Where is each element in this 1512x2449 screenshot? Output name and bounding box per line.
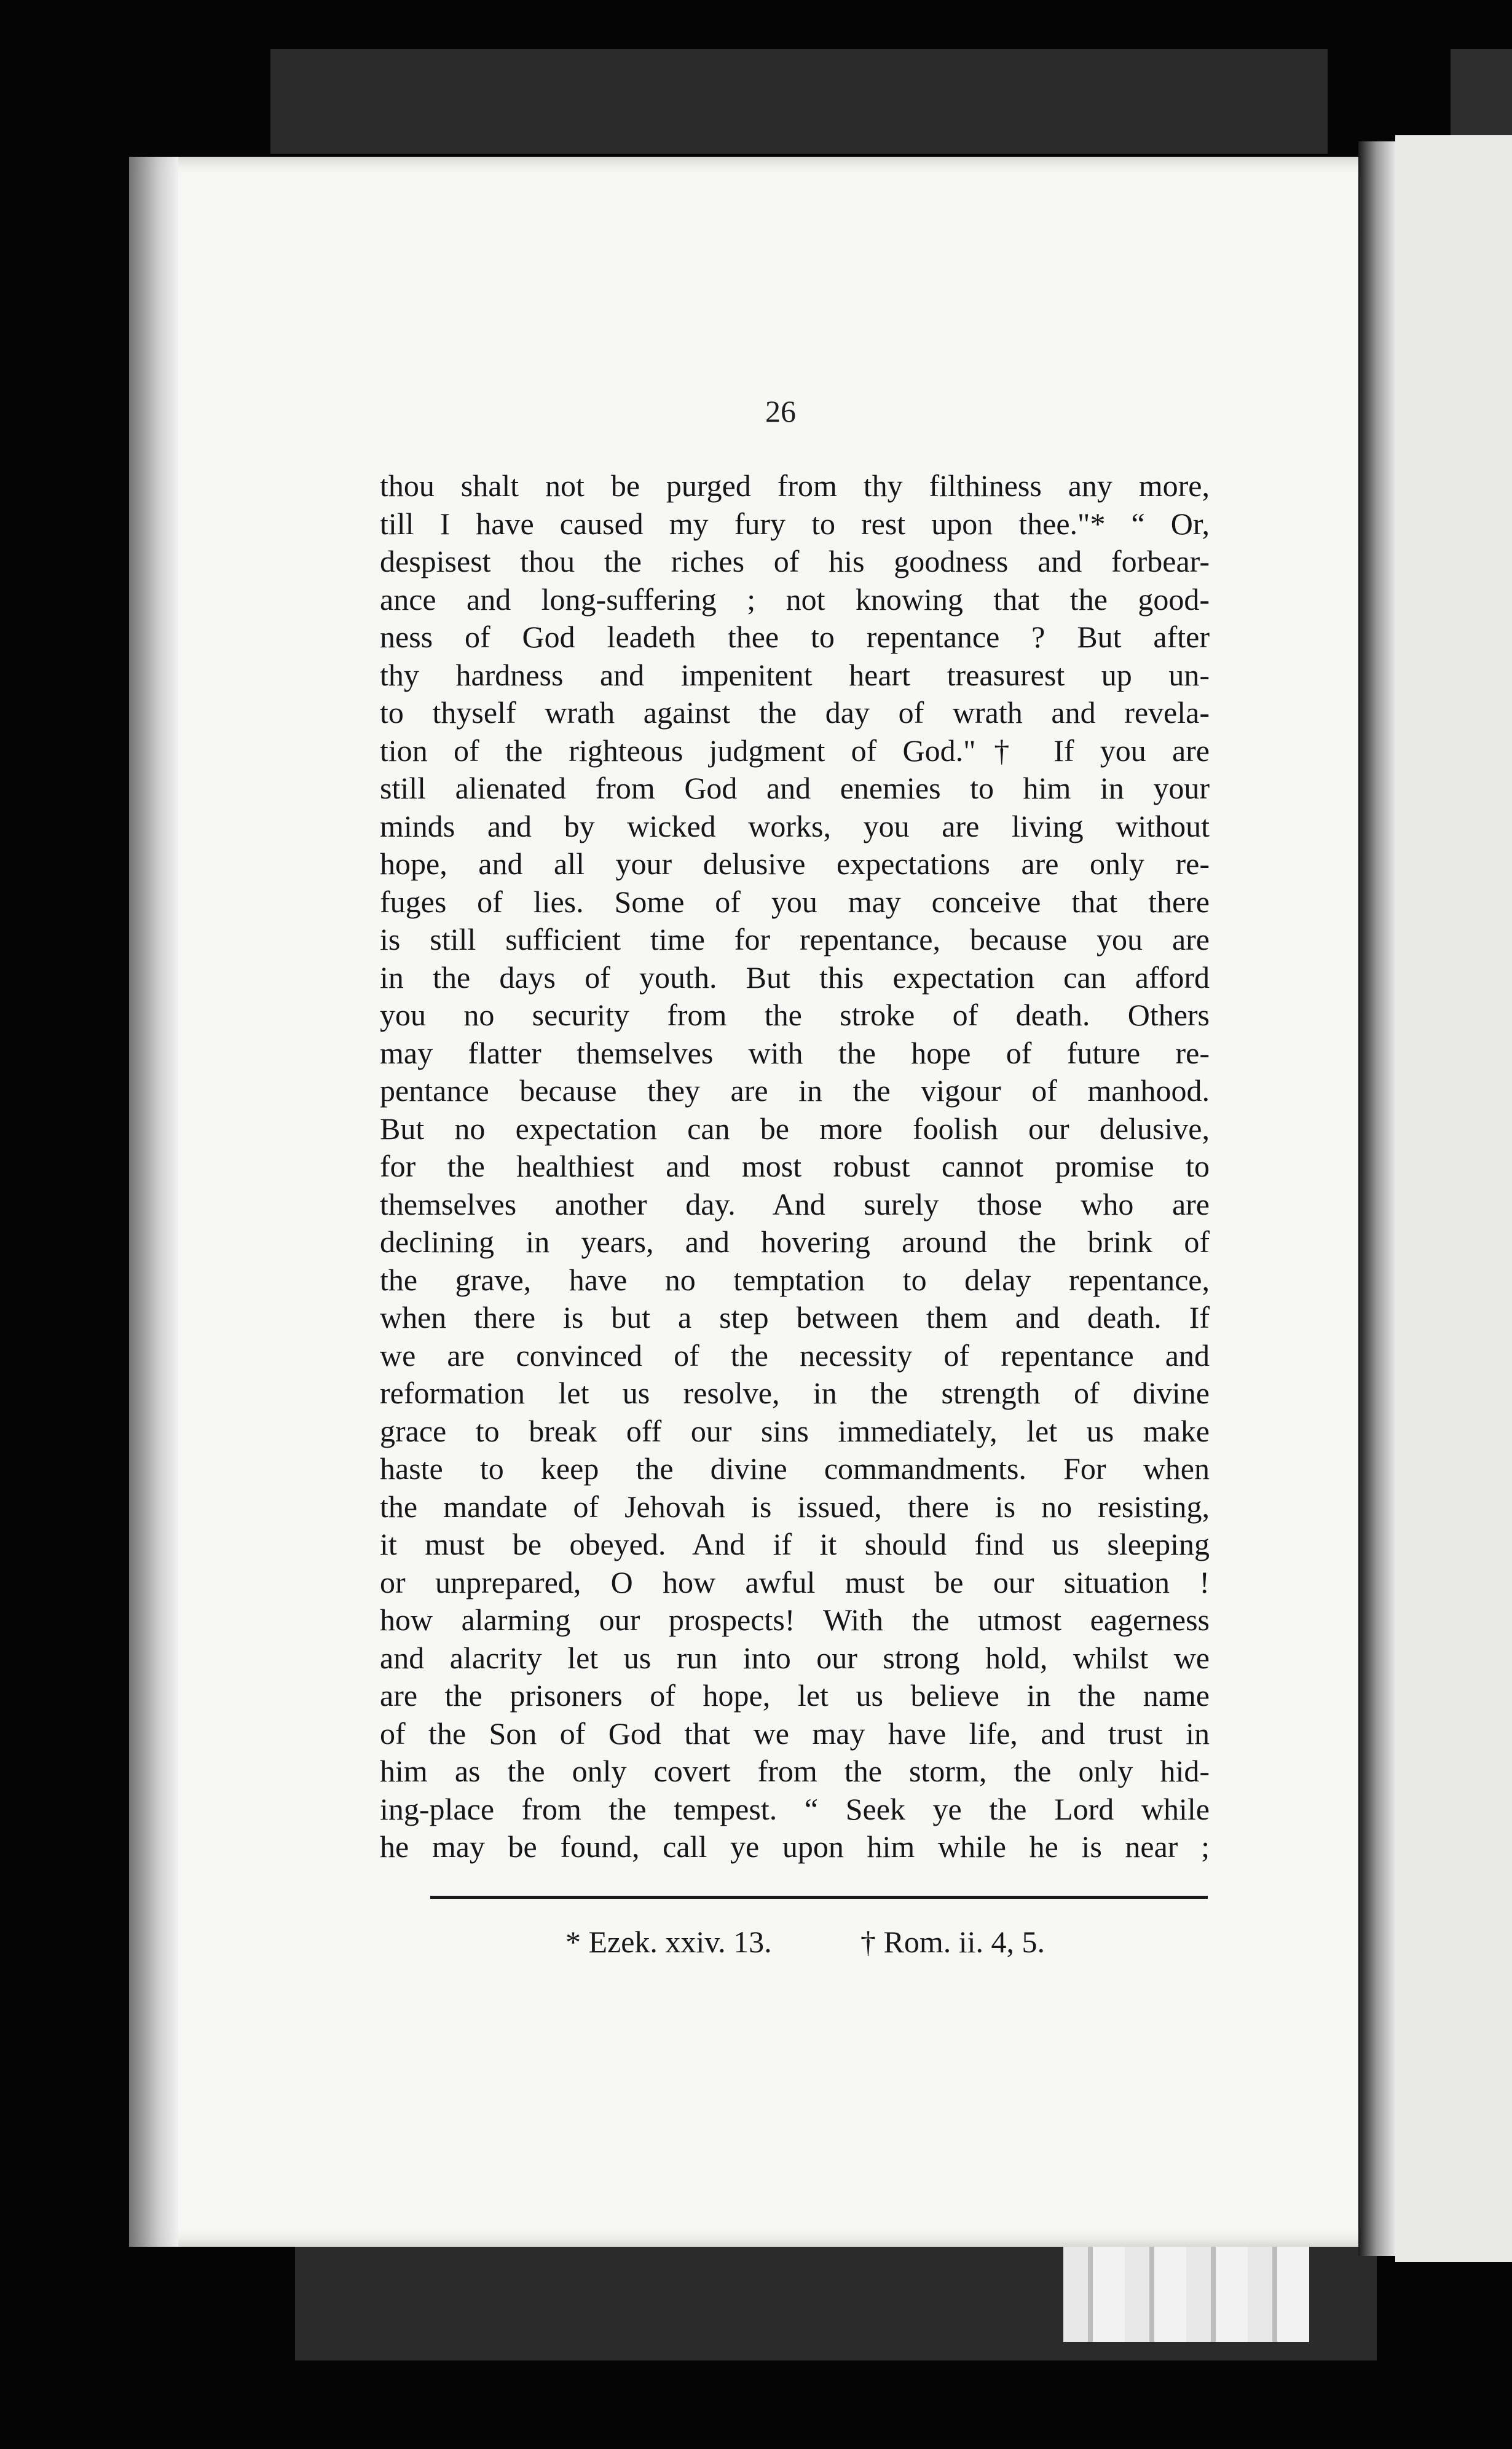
page-number: 26 <box>765 394 796 428</box>
text-line: ance and long-suffering ; not knowing that the good- <box>380 582 1210 617</box>
text-line: are the prisoners of hope, let us believe in the name <box>380 1678 1210 1713</box>
text-line: declining in years, and hovering around the brink of <box>380 1224 1210 1259</box>
text-line: tion of the righteous judgment of God."† If you are <box>380 733 1210 768</box>
adjacent-page-edge <box>1395 135 1512 2262</box>
text-line: minds and by wicked works, you are living without <box>380 808 1210 843</box>
text-line: in the days of youth. But this expectation can afford <box>380 960 1210 995</box>
text-line: thy hardness and impenitent heart treasurest up un- <box>380 657 1210 692</box>
mounting-tape-bottom-light <box>1063 2238 1309 2342</box>
text-line: is still sufficient time for repentance, because you are <box>380 922 1210 956</box>
text-line: to thyself wrath against the day of wrath and revela- <box>380 695 1210 730</box>
text-line: how alarming our prospects! With the utmost eagerness <box>380 1603 1210 1637</box>
text-line: and alacrity let us run into our strong hold, whilst we <box>380 1640 1210 1675</box>
text-line: still alienated from God and enemies to him in your <box>380 771 1210 805</box>
text-line: you no security from the stroke of death. Others <box>380 998 1210 1032</box>
footnote-romans: † Rom. ii. 4, 5. <box>860 1925 1045 1959</box>
text-line: we are convinced of the necessity of repentance and <box>380 1338 1210 1373</box>
text-line: it must be obeyed. And if it should find us sleeping <box>380 1527 1210 1561</box>
footnote-ezekiel: * Ezek. xxiv. 13. <box>565 1925 772 1959</box>
text-line: the mandate of Jehovah is issued, there is no resisting, <box>380 1489 1210 1524</box>
text-line: ness of God leadeth thee to repentance ? But after <box>380 620 1210 654</box>
text-line: he may be found, call ye upon him while he is near ; <box>380 1829 1210 1864</box>
text-line: ing-place from the tempest. “ Seek ye the Lord while <box>380 1791 1210 1826</box>
text-line: when there is but a step between them and death. If <box>380 1300 1210 1335</box>
text-line: thou shalt not be purged from thy filthiness any more, <box>380 468 1210 503</box>
text-line: haste to keep the divine commandments. For when <box>380 1451 1210 1486</box>
text-line: him as the only covert from the storm, the only hid- <box>380 1754 1210 1788</box>
mounting-tape-top <box>270 49 1328 154</box>
page-fold-edge <box>1358 141 1395 2256</box>
text-line: till I have caused my fury to rest upon thee."* “ Or, <box>380 506 1210 541</box>
text-line: for the healthiest and most robust cannot promise to <box>380 1149 1210 1183</box>
text-line: of the Son of God that we may have life, and trust in <box>380 1716 1210 1751</box>
text-line: reformation let us resolve, in the strength of divine <box>380 1376 1210 1410</box>
text-line: may flatter themselves with the hope of future re- <box>380 1035 1210 1070</box>
text-line: despisest thou the riches of his goodness and forbear- <box>380 544 1210 578</box>
text-line: But no expectation can be more foolish our delusive, <box>380 1111 1210 1146</box>
text-line: or unprepared, O how awful must be our situation ! <box>380 1564 1210 1599</box>
footnote-rule <box>430 1896 1208 1899</box>
body-text <box>380 467 1210 1866</box>
text-line: hope, and all your delusive expectations are only re- <box>380 846 1210 881</box>
page-gutter-shadow <box>129 157 178 2247</box>
text-line: fuges of lies. Some of you may conceive that there <box>380 884 1210 919</box>
text-line: pentance because they are in the vigour of manhood. <box>380 1073 1210 1108</box>
text-line: the grave, have no temptation to delay repentance, <box>380 1262 1210 1297</box>
text-line: grace to break off our sins immediately, let us make <box>380 1413 1210 1448</box>
text-line: themselves another day. And surely those who are <box>380 1186 1210 1221</box>
